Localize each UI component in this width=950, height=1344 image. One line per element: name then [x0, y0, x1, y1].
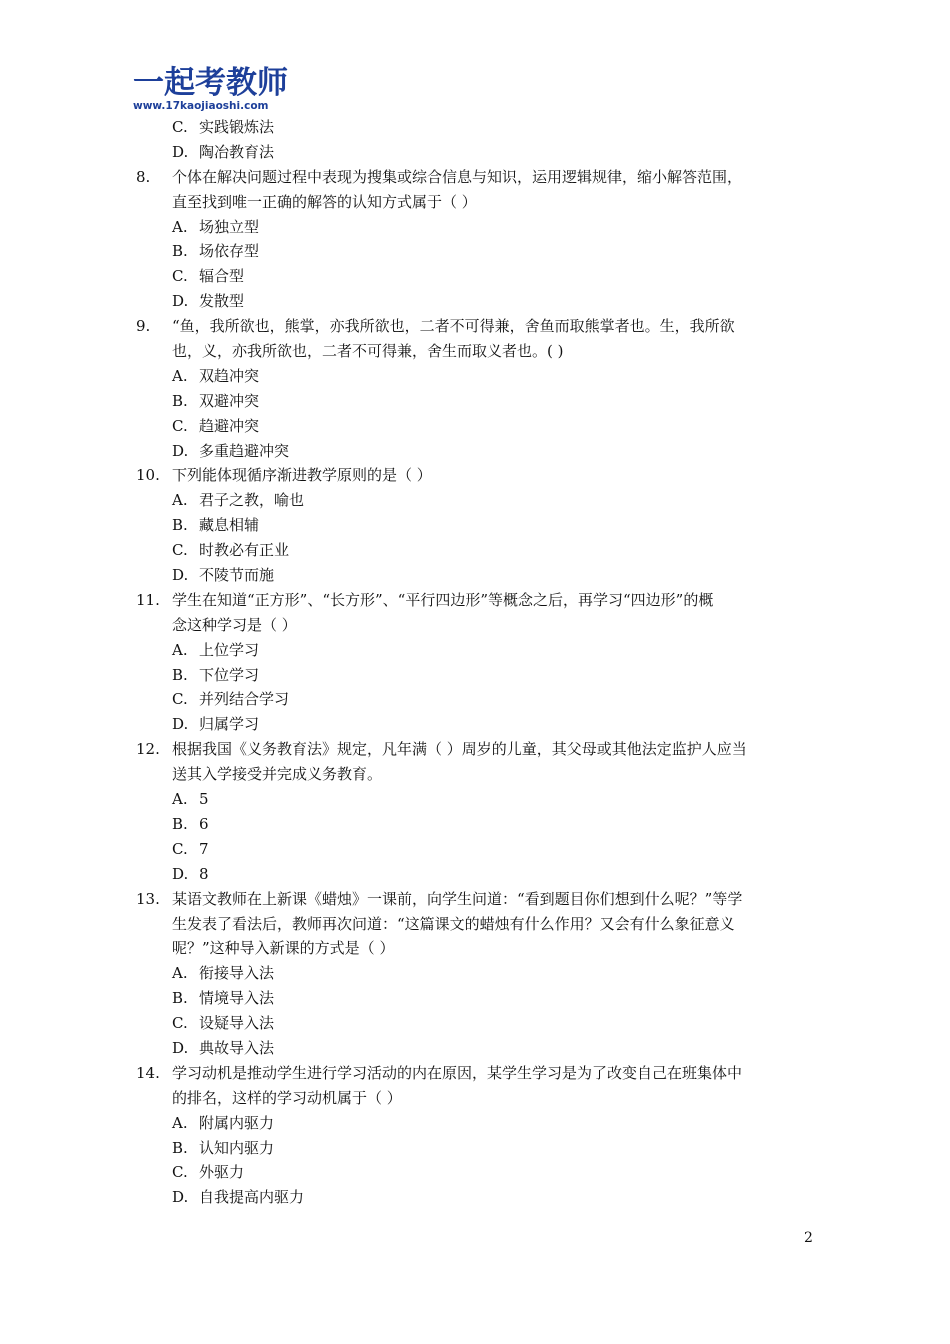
option-text: 外驱力 [199, 1163, 245, 1182]
question-text: 学生在知道“正方形”、“长方形”、“平行四边形”等概念之后，再学习“四边形”的概 [172, 590, 714, 609]
question-line [0, 936, 950, 961]
option-letter: C. [172, 690, 188, 709]
question-text: 也，义，亦我所欲也，二者不可得兼，舍生而取义者也。( ) [172, 342, 564, 361]
option-text: 设疑导入法 [199, 1014, 275, 1033]
option [0, 1185, 950, 1210]
question-number: 10. [136, 466, 160, 485]
option-text: 归属学习 [199, 715, 260, 734]
question-text: 根据我国《义务教育法》规定，凡年满（ ）周岁的儿童，其父母或其他法定监护人应当 [172, 740, 747, 759]
option [0, 986, 950, 1011]
question [0, 737, 950, 886]
question-text: “鱼，我所欲也，熊掌，亦我所欲也，二者不可得兼，舍鱼而取熊掌者也。生，我所欲 [172, 317, 735, 336]
option-text: 不陵节而施 [199, 566, 275, 585]
question-text: 送其入学接受并完成义务教育。 [172, 765, 383, 784]
question-line [0, 737, 950, 762]
option-text: 情境导入法 [199, 989, 275, 1008]
logo-url: www.17kaojiaoshi.com [133, 100, 269, 112]
option-text: 下位学习 [199, 665, 260, 684]
option-text: 双避冲突 [199, 391, 260, 410]
option-letter: B. [172, 1138, 188, 1157]
option [0, 389, 950, 414]
option-letter: B. [172, 989, 188, 1008]
question-line [0, 1061, 950, 1086]
option-letter: C. [172, 267, 188, 286]
question-number: 14. [136, 1063, 160, 1082]
question [0, 314, 950, 463]
option-text: 7 [199, 839, 209, 858]
option [0, 837, 950, 862]
option-text: 上位学习 [199, 640, 260, 659]
question-line [0, 588, 950, 613]
question-line [0, 912, 950, 937]
option-text: 多重趋避冲突 [199, 441, 290, 460]
logo-title: 一起考教师 [133, 65, 288, 101]
option-letter: A. [172, 964, 188, 983]
option [0, 289, 950, 314]
question-number: 11. [136, 590, 160, 609]
question-line [0, 339, 950, 364]
option-text: 时教必有正业 [199, 541, 290, 560]
option [0, 663, 950, 688]
option [0, 115, 950, 140]
option-text: 趋避冲突 [199, 416, 260, 435]
option [0, 712, 950, 737]
question-text: 某语文教师在上新课《蜡烛》一课前，向学生问道：“看到题目你们想到什么呢？”等学 [172, 889, 743, 908]
question-line [0, 613, 950, 638]
option-letter: C. [172, 1014, 188, 1033]
option [0, 488, 950, 513]
option [0, 1011, 950, 1036]
option-letter: A. [172, 790, 188, 809]
question-text: 生发表了看法后，教师再次问道：“这篇课文的蜡烛有什么作用？又会有什么象征意义 [172, 914, 735, 933]
option-letter: C. [172, 541, 188, 560]
option [0, 1036, 950, 1061]
option [0, 812, 950, 837]
option [0, 961, 950, 986]
option-text: 陶冶教育法 [199, 142, 275, 161]
option-letter: A. [172, 640, 188, 659]
option [0, 439, 950, 464]
option-letter: D. [172, 864, 189, 883]
question-line [0, 165, 950, 190]
option [0, 264, 950, 289]
option [0, 563, 950, 588]
option-text: 藏息相辅 [199, 516, 260, 535]
page-number: 2 [804, 1230, 813, 1246]
site-logo [133, 66, 303, 112]
option-text: 6 [199, 814, 209, 833]
option-text: 认知内驱力 [199, 1138, 275, 1157]
option-letter: D. [172, 566, 189, 585]
question [0, 887, 950, 1061]
question-text: 个体在解决问题过程中表现为搜集或综合信息与知识，运用逻辑规律，缩小解答范围， [172, 167, 743, 186]
option [0, 1136, 950, 1161]
option-text: 场依存型 [199, 242, 260, 261]
option-text: 场独立型 [199, 217, 260, 236]
question-line [0, 463, 950, 488]
option-text: 典故导入法 [199, 1038, 275, 1057]
option [0, 687, 950, 712]
question [0, 165, 950, 314]
option-letter: A. [172, 491, 188, 510]
option-letter: D. [172, 292, 189, 311]
option [0, 538, 950, 563]
option [0, 140, 950, 165]
option-letter: B. [172, 814, 188, 833]
option-letter: D. [172, 441, 189, 460]
question-line [0, 887, 950, 912]
question-text: 直至找到唯一正确的解答的认知方式属于（ ） [172, 192, 477, 211]
question-line [0, 1086, 950, 1111]
option-letter: B. [172, 242, 188, 261]
option-letter: D. [172, 1188, 189, 1207]
option [0, 364, 950, 389]
question-number: 8. [136, 167, 151, 186]
option-letter: A. [172, 217, 188, 236]
option-text: 5 [199, 790, 209, 809]
option [0, 215, 950, 240]
question-number: 13. [136, 889, 160, 908]
option-letter: B. [172, 391, 188, 410]
question-number: 12. [136, 740, 160, 759]
question-text: 的排名，这样的学习动机属于（ ） [172, 1088, 402, 1107]
option [0, 787, 950, 812]
option-letter: D. [172, 1038, 189, 1057]
option-text: 并列结合学习 [199, 690, 290, 709]
option-text: 8 [199, 864, 209, 883]
option [0, 239, 950, 264]
option-letter: C. [172, 416, 188, 435]
option-letter: B. [172, 665, 188, 684]
question-text: 呢？”这种导入新课的方式是（ ） [172, 939, 395, 958]
question-line [0, 190, 950, 215]
option-letter: D. [172, 142, 189, 161]
option-letter: C. [172, 1163, 188, 1182]
option [0, 1111, 950, 1136]
option [0, 414, 950, 439]
question [0, 1061, 950, 1210]
option-text: 衔接导入法 [199, 964, 275, 983]
option [0, 638, 950, 663]
option [0, 862, 950, 887]
option-text: 君子之教，喻也 [199, 491, 305, 510]
question-number: 9. [136, 317, 151, 336]
question-text: 念这种学习是（ ） [172, 615, 297, 634]
option [0, 513, 950, 538]
option-letter: A. [172, 366, 188, 385]
question-line [0, 762, 950, 787]
option-letter: C. [172, 839, 188, 858]
option-text: 双趋冲突 [199, 366, 260, 385]
exam-content [0, 115, 950, 1210]
option-text: 自我提高内驱力 [199, 1188, 305, 1207]
option-letter: C. [172, 118, 188, 136]
option-text: 附属内驱力 [199, 1113, 275, 1132]
question-line [0, 314, 950, 339]
question [0, 463, 950, 587]
option-letter: B. [172, 516, 188, 535]
question-text: 下列能体现循序渐进教学原则的是（ ） [172, 466, 432, 485]
question [0, 588, 950, 737]
option [0, 1160, 950, 1185]
question-text: 学习动机是推动学生进行学习活动的内在原因，某学生学习是为了改变自己在班集体中 [172, 1063, 743, 1082]
option-letter: A. [172, 1113, 188, 1132]
option-letter: D. [172, 715, 189, 734]
option-text: 实践锻炼法 [199, 118, 275, 136]
option-text: 发散型 [199, 292, 245, 311]
option-text: 辐合型 [199, 267, 245, 286]
